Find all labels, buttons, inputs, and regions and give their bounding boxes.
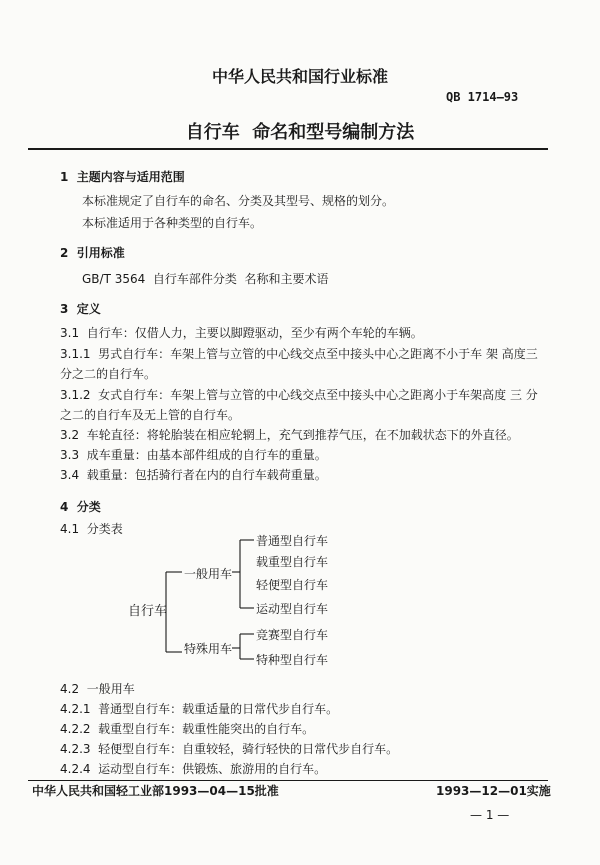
- subsection-4-1: 4.1 分类表: [60, 522, 123, 536]
- document-title: 自行车 命名和型号编制方法: [185, 122, 415, 143]
- definition-3-1: 3.1 自行车：仅借人力，主要以脚蹬驱动，至少有两个车轮的车辆。: [60, 326, 423, 340]
- item-4-2-3: 4.2.3 轻便型自行车：自重较轻，骑行轻快的日常代步自行车。: [60, 742, 399, 756]
- tree-leaf: 载重型自行车: [256, 555, 329, 569]
- tree-node-general: 一般用车: [184, 567, 233, 581]
- footer-rule: [28, 780, 548, 781]
- definition-3-2: 3.2 车轮直径：将轮胎装在相应轮辋上，充气到推荐气压，在不加载状态下的外直径。: [60, 428, 519, 442]
- tree-leaf: 轻便型自行车: [256, 578, 329, 592]
- effective-date: 1993—12—01实施: [436, 784, 551, 798]
- definition-3-1-1: 3.1.1 男式自行车：车架上管与立管的中心线交点至中接头中心之距离不小于车 架 高度三: [60, 347, 538, 361]
- definition-3-1-2: 3.1.2 女式自行车：车架上管与立管的中心线交点至中接头中心之距离小于车架高度 三 分: [60, 388, 538, 402]
- standard-number: QB 1714—93: [446, 90, 519, 104]
- definition-3-1-2-cont: 之二的自行车及无上管的自行车。: [60, 408, 241, 422]
- subsection-4-2: 4.2 一般用车: [60, 682, 135, 696]
- section-1-heading: 1 主题内容与适用范围: [60, 170, 185, 184]
- section-2-heading: 2 引用标准: [60, 246, 125, 260]
- section-3-heading: 3 定义: [60, 302, 101, 316]
- definition-3-4: 3.4 载重量：包括骑行者在内的自行车载荷重量。: [60, 468, 327, 482]
- tree-leaf: 运动型自行车: [256, 602, 329, 616]
- tree-leaf: 普通型自行车: [256, 534, 329, 548]
- item-4-2-1: 4.2.1 普通型自行车：载重适量的日常代步自行车。: [60, 702, 339, 716]
- tree-node-special: 特殊用车: [184, 642, 233, 656]
- definition-3-1-1-cont: 分之二的自行车。: [60, 367, 157, 381]
- item-4-2-2: 4.2.2 载重型自行车：载重性能突出的自行车。: [60, 722, 315, 736]
- definition-3-3: 3.3 成车重量：由基本部件组成的自行车的重量。: [60, 448, 327, 462]
- org-title: 中华人民共和国行业标准: [211, 67, 388, 86]
- top-rule: [28, 148, 548, 150]
- section-1-paragraph: 本标准适用于各种类型的自行车。: [82, 216, 263, 230]
- reference-standard: GB/T 3564 自行车部件分类 名称和主要术语: [82, 272, 329, 286]
- tree-root-label: 自行车: [128, 604, 168, 619]
- item-4-2-4: 4.2.4 运动型自行车：供锻炼、旅游用的自行车。: [60, 762, 327, 776]
- section-4-heading: 4 分类: [60, 500, 101, 514]
- section-1-paragraph: 本标准规定了自行车的命名、分类及其型号、规格的划分。: [82, 194, 395, 208]
- page-number: — 1 —: [470, 808, 510, 822]
- tree-leaf: 特种型自行车: [256, 653, 329, 667]
- approval-note: 中华人民共和国轻工业部1993—04—15批准: [32, 784, 279, 798]
- tree-leaf: 竞赛型自行车: [256, 628, 329, 642]
